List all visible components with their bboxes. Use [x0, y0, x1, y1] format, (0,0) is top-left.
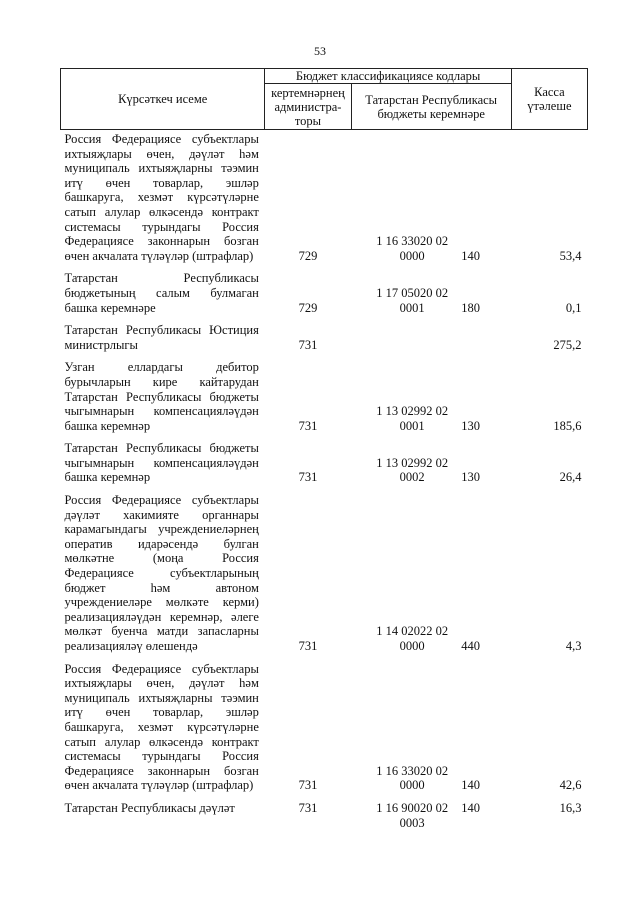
row-type: 130 — [461, 418, 480, 433]
row-name: Татарстан Республикасы Юстиция министрлыгы — [64, 323, 259, 352]
table-row — [61, 662, 588, 801]
row-name: Россия Федерациясе субъектлары ихтыяҗлары өчен, дәүләт һәм муниципаль ихтыяҗларны тәэмин итү өчен товарлар, эшләр башкаруга, хезмәт күрсәтүләрне сатып алулар өлкәсендә контракт системасы турындагы Россия Федерациясе законнарын бозган өчен акчалата түләүләр (штрафлар) — [64, 132, 259, 263]
table-row — [61, 323, 588, 360]
table-row — [61, 130, 588, 272]
row-type: 440 — [461, 639, 480, 653]
table-row — [61, 271, 588, 323]
row-amount: 185,6 — [553, 418, 582, 433]
row-code: 1 16 33020 02 0000 — [376, 763, 449, 793]
row-amount: 0,1 — [565, 300, 582, 315]
row-admin: 731 — [298, 639, 318, 653]
row-admin: 729 — [298, 248, 318, 263]
row-code — [351, 323, 459, 360]
row-name: Россия Федерациясе субъектлары дәүләт хакимияте органнары карамагындагы учреждениеләрнең оператив идарәсендә булган мөлкәтне (моңа Россия Федерациясе субъектларының бюджет һәм автоном учреждениеләре мөлкәте керми) реализацияләүдән керемнәр, әлеге мөлкәт буенча матди запасларны реализацияләү өлешендә — [64, 493, 259, 653]
row-amount: 16,3 — [559, 800, 582, 815]
row-type: 140 — [461, 778, 480, 793]
row-amount: 53,4 — [559, 248, 582, 263]
row-admin: 729 — [298, 300, 318, 315]
row-code: 1 16 90020 02 0003 — [376, 800, 449, 830]
table-header — [61, 69, 588, 130]
row-amount: 42,6 — [559, 778, 582, 793]
table-row — [61, 801, 588, 830]
header-revenue-administrator: кертемнәрнең администра-торы — [265, 84, 351, 130]
row-code: 1 13 02992 02 0002 — [376, 455, 449, 485]
row-amount: 26,4 — [559, 470, 582, 485]
row-type: 140 — [461, 800, 480, 815]
row-type — [459, 323, 511, 360]
header-cash-execution: Касса үтәлеше — [511, 69, 587, 130]
row-code: 1 14 02022 02 0000 — [376, 624, 449, 653]
row-type: 180 — [461, 300, 480, 315]
table-body — [61, 130, 588, 831]
table-row — [61, 360, 588, 441]
row-admin: 731 — [298, 418, 318, 433]
row-type: 130 — [461, 470, 480, 485]
table-row — [61, 441, 588, 493]
budget-table — [60, 68, 588, 830]
row-amount: 275,2 — [553, 337, 582, 352]
row-name: Татарстан Республикасы дәүләт — [64, 800, 235, 815]
row-admin: 731 — [298, 470, 318, 485]
row-code: 1 16 33020 02 0000 — [376, 234, 449, 263]
row-name: Узган еллардагы дебитор бурычларын кире кайтарудан Татарстан Республикасы бюджеты чыгымнарын компенсацияләүдән башка керемнәр — [64, 360, 259, 433]
header-indicator-name: Күрсәткеч исеме — [61, 69, 265, 130]
header-budget-classification-code: Бюджет классификациясе кодлары — [265, 69, 511, 84]
row-admin: 731 — [298, 337, 318, 352]
row-admin: 731 — [298, 800, 318, 815]
table-row — [61, 493, 588, 662]
row-name: Татарстан Республикасы бюджеты чыгымнарын компенсацияләүдән башка керемнәр — [64, 441, 259, 485]
page-number: 53 — [314, 44, 326, 58]
row-amount: 4,3 — [565, 639, 582, 653]
header-republic-revenue: Татарстан Республикасы бюджеты керемнәре — [351, 84, 511, 130]
row-admin: 731 — [298, 778, 318, 793]
row-code: 1 17 05020 02 0001 — [376, 285, 449, 315]
row-name: Россия Федерациясе субъектлары ихтыяҗлары өчен, дәүләт һәм муниципаль ихтыяҗларны тәэмин итү өчен товарлар, эшләр башкаруга, хезмәт күрсәтүләрне сатып алулар өлкәсендә контракт системасы турындагы Россия Федерациясе законнарын бозган өчен акчалата түләүләр (штрафлар) — [64, 661, 259, 793]
row-code: 1 13 02992 02 0001 — [376, 404, 449, 433]
row-name: Татарстан Республикасы бюджетының салым булмаган башка керемнәре — [64, 271, 259, 315]
row-type: 140 — [461, 248, 480, 263]
